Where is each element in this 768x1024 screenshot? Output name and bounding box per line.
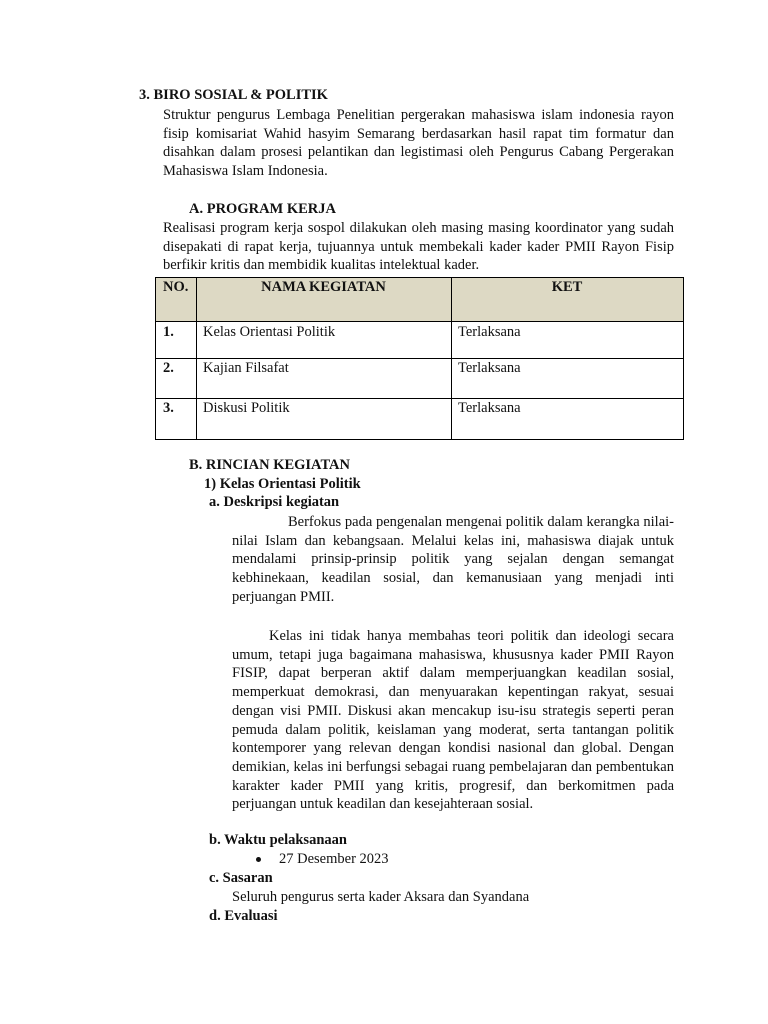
deskripsi-paragraph-1	[232, 513, 674, 607]
table-row-2-name: Kajian Filsafat	[203, 360, 289, 376]
table-header-nama: NAMA KEGIATAN	[261, 279, 386, 295]
evaluasi-label: d. Evaluasi	[209, 908, 278, 924]
program-kerja-text: Realisasi program kerja sospol dilakukan oleh masing masing koordinator yang sudah disepakati di rapat kerja, tujuannya untuk membekali kader kader PMII Rayon Fisip berfikir kritis dan membidik kualitas intelektual kader.	[163, 220, 674, 274]
table-row-1-no: 1.	[163, 324, 174, 340]
table-row-3-ket: Terlaksana	[458, 400, 521, 416]
deskripsi-paragraph-2	[232, 627, 674, 814]
table-header-ket: KET	[551, 279, 583, 295]
table-row-3-name: Diskusi Politik	[203, 400, 290, 416]
intro-text: Struktur pengurus Lembaga Penelitian pergerakan mahasiswa islam indonesia rayon fisip komisariat Wahid hasyim Semarang berdasarkan hasil rapat tim formatur dan disahkan dalam prosesi pelantikan dan legistimasi oleh Pengurus Cabang Pergerakan Mahasiswa Islam Indonesia.	[163, 107, 674, 180]
program-kerja-description	[163, 219, 674, 275]
table-row-2-ket: Terlaksana	[458, 360, 521, 376]
bullet-icon	[256, 857, 261, 862]
deskripsi-text-1: Berfokus pada pengenalan mengenai politik dalam kerangka nilai-nilai Islam dan kebangsaan. Melalui kelas ini, mahasiswa diajak untuk mendalami prinsip-prinsip politik yang sejalan dengan semangat kebhinekaan, keadilan sosial, dan kemanusiaan yang menjadi inti perjuangan PMII.	[232, 514, 674, 605]
intro-paragraph	[163, 106, 674, 181]
program-table	[155, 277, 684, 440]
deskripsi-text-2: Kelas ini tidak hanya membahas teori politik dan ideologi secara umum, tetapi juga bagaimana mahasiswa, khususnya kader PMII Rayon FISIP, dapat berperan aktif dalam memperjuangkan keadilan sosial, memperkuat demokrasi, dan menyuarakan kepentingan rakyat, sesuai dengan visi PMII. Diskusi akan mencakup isu-isu strategis seperti peran pemuda dalam politik, keislaman yang moderat, serta tantangan politik kontemporer yang relevan dengan kondisi nasional dan global. Dengan demikian, kelas ini berfungsi sebagai ruang pembelajaran dan pembentukan karakter kader PMII yang kritis, progresif, dan berkomitmen pada perjuangan untuk keadilan dan kesejahteraan sosial.	[232, 628, 674, 813]
section-title: 3. BIRO SOSIAL & POLITIK	[139, 87, 328, 103]
program-kerja-heading: A. PROGRAM KERJA	[189, 201, 337, 217]
table-row-2-no: 2.	[163, 360, 174, 376]
deskripsi-label: a. Deskripsi kegiatan	[209, 494, 340, 510]
rincian-sub-heading: 1) Kelas Orientasi Politik	[204, 476, 361, 492]
rincian-heading: B. RINCIAN KEGIATAN	[189, 457, 350, 473]
table-row-1-name: Kelas Orientasi Politik	[203, 324, 336, 340]
table-row-3-no: 3.	[163, 400, 174, 416]
waktu-value: 27 Desember 2023	[279, 851, 389, 867]
sasaran-label: c. Sasaran	[209, 870, 273, 886]
sasaran-value: Seluruh pengurus serta kader Aksara dan Syandana	[232, 889, 530, 905]
table-header-no: NO.	[163, 279, 189, 295]
table-row-1-ket: Terlaksana	[458, 324, 521, 340]
waktu-label: b. Waktu pelaksanaan	[209, 832, 347, 848]
